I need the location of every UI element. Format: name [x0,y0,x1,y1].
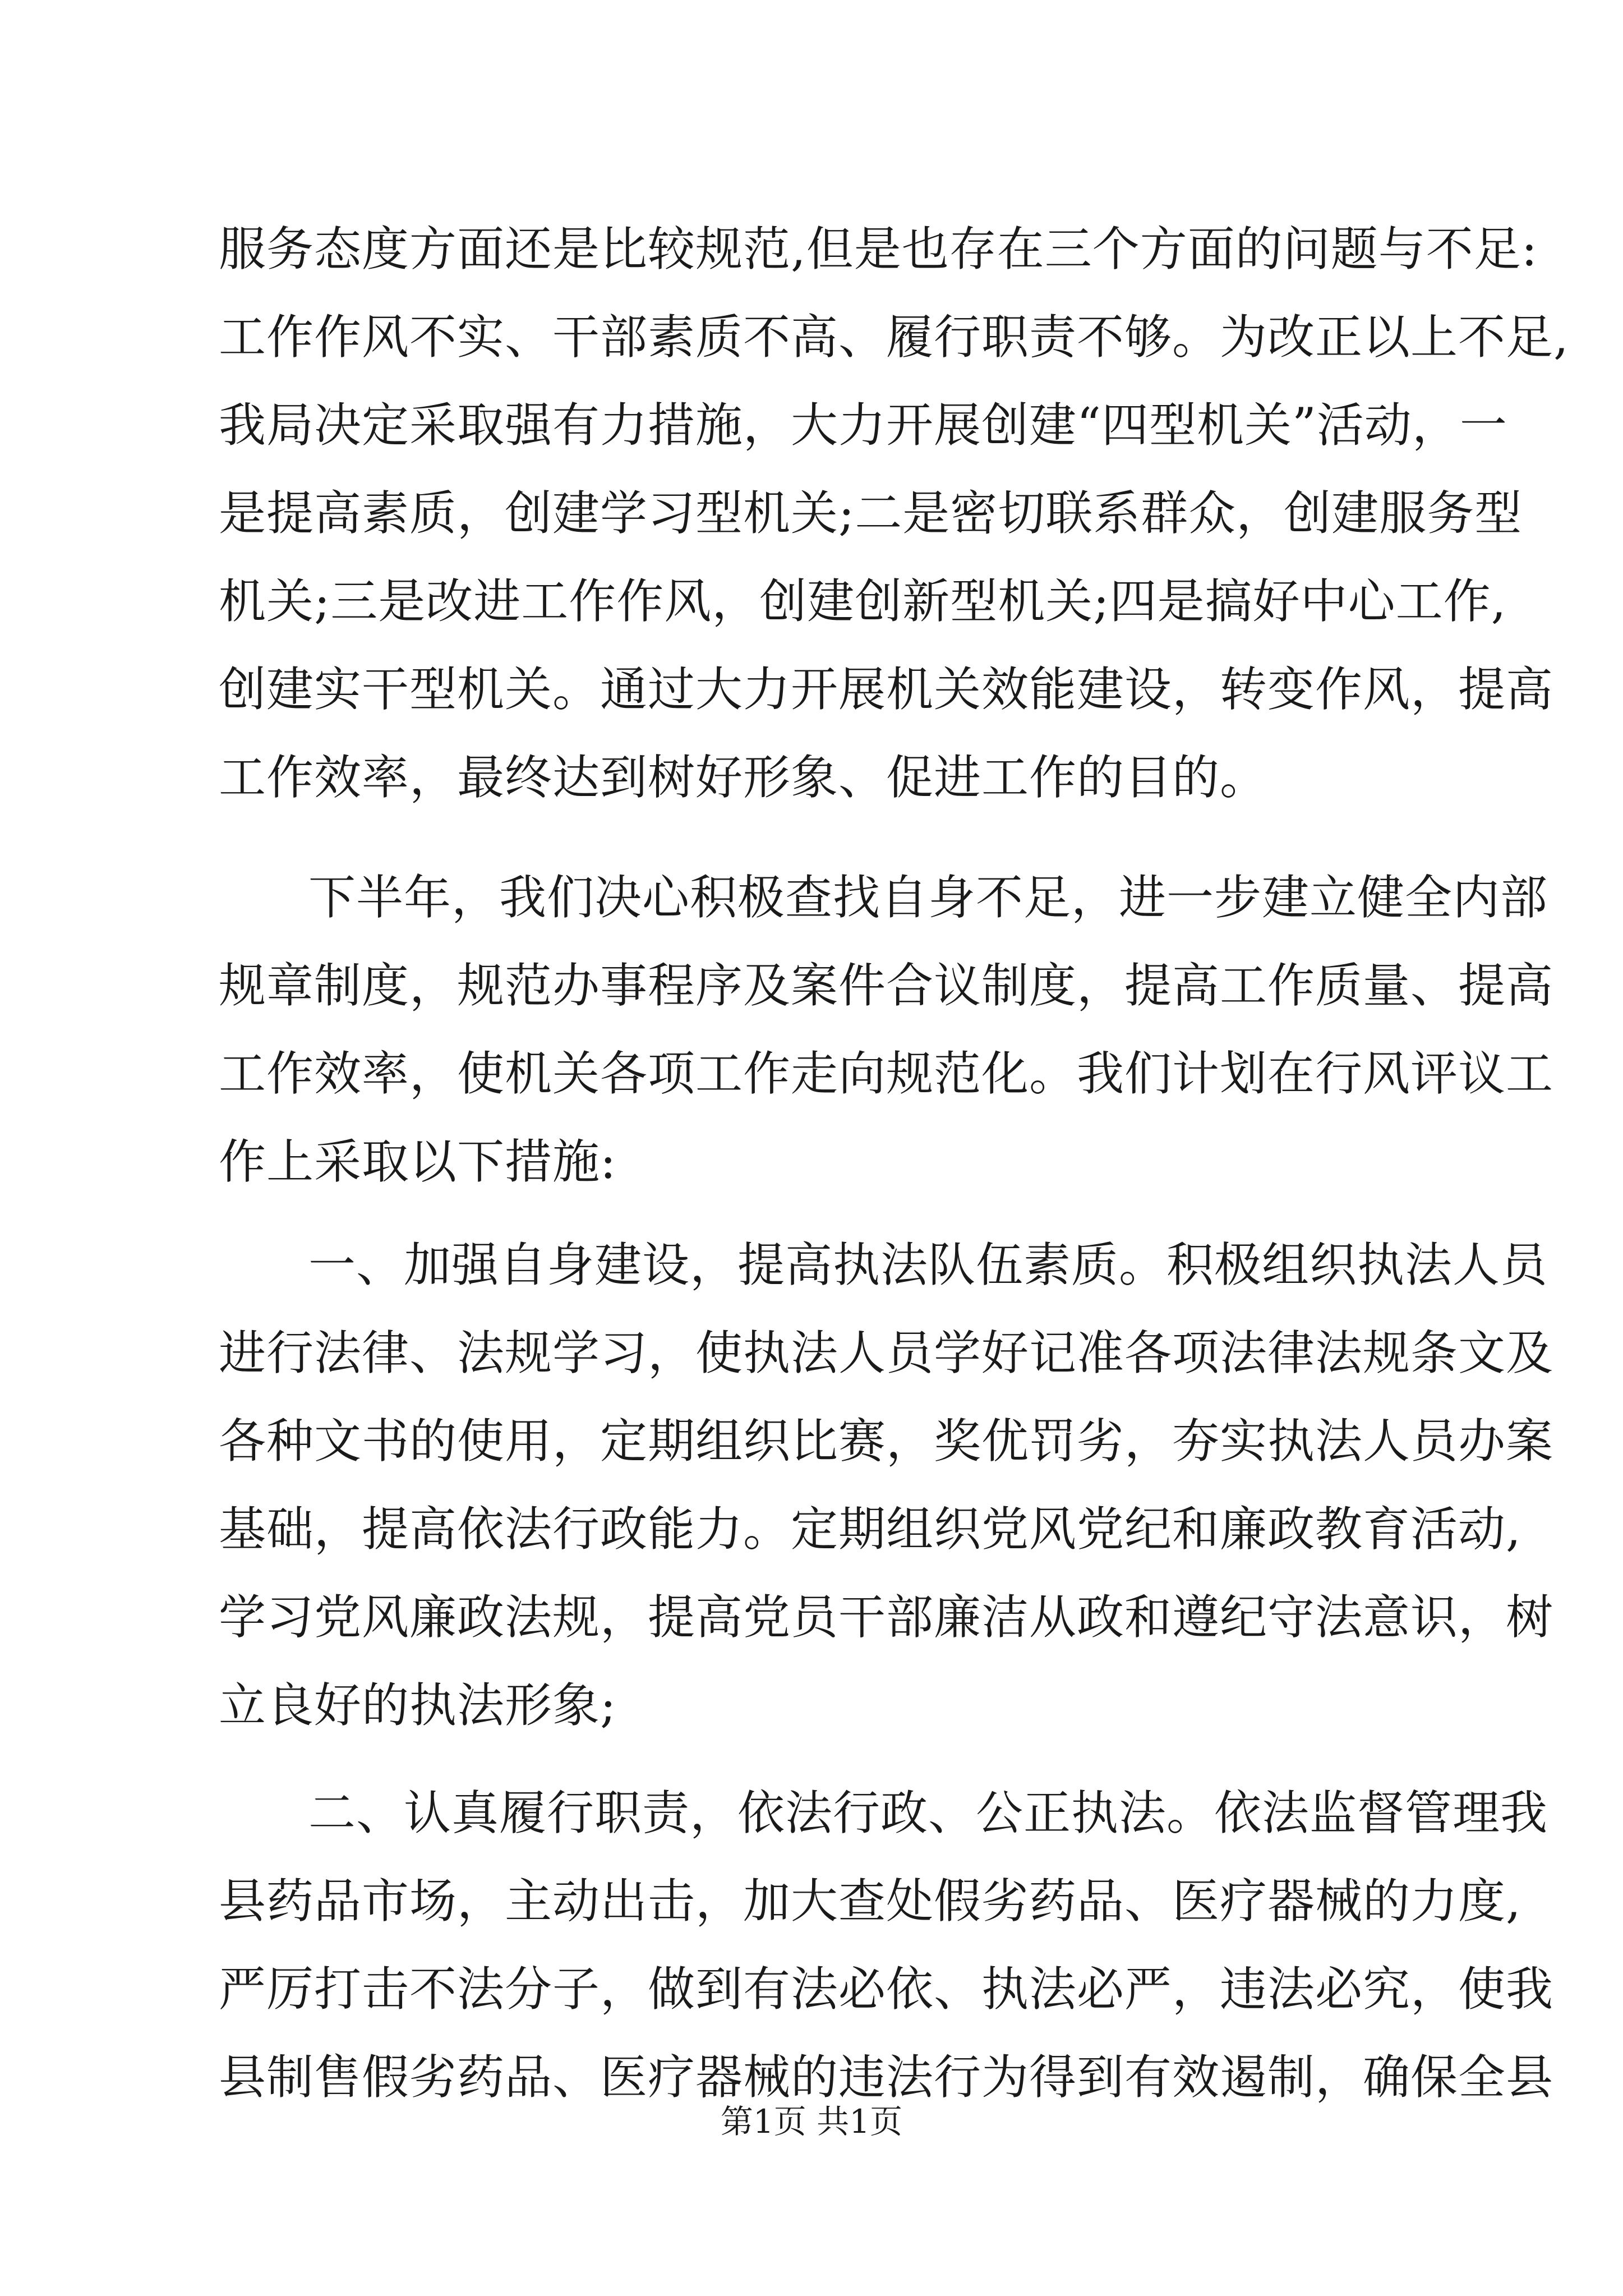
paragraph-3-line-6: 立良好的执法形象; [219,1678,617,1733]
paragraph-4-line-4: 县制售假劣药品、医疗器械的违法行为得到有效遏制，确保全县 [219,2050,1554,2105]
paragraph-3-line-5: 学习党风廉政法规，提高党员干部廉洁从政和遵纪守法意识，树 [219,1590,1554,1645]
paragraph-3-line-3: 各种文书的使用，定期组织比赛，奖优罚劣，夯实执法人员办案 [219,1414,1554,1469]
paragraph-3-line-1: 一、加强自身建设，提高执法队伍素质。积极组织执法人员 [308,1237,1548,1292]
paragraph-2-line-2: 规章制度，规范办事程序及案件合议制度，提高工作质量、提高 [219,958,1554,1013]
paragraph-4-line-3: 严厉打击不法分子，做到有法必依、执法必严，违法必究，使我 [219,1962,1554,2017]
paragraph-4-line-1: 二、认真履行职责，依法行政、公正执法。依法监督管理我 [308,1786,1548,1841]
paragraph-3-line-2: 进行法律、法规学习，使执法人员学好记准各项法律法规条文及 [219,1326,1554,1381]
paragraph-1-line-5: 机关;三是改进工作作风，创建创新型机关;四是搞好中心工作, [219,574,1507,629]
paragraph-4-line-2: 县药品市场，主动出击，加大查处假劣药品、医疗器械的力度, [219,1874,1521,1929]
paragraph-2-line-4: 作上采取以下措施: [219,1134,617,1189]
paragraph-1-line-2: 工作作风不实、干部素质不高、履行职责不够。为改正以上不足, [219,310,1569,365]
paragraph-1-line-3: 我局决定采取强有力措施，大力开展创建“四型机关”活动，一 [219,398,1507,453]
paragraph-1-line-1: 服务态度方面还是比较规范,但是也存在三个方面的问题与不足: [219,222,1538,277]
paragraph-1-line-7: 工作效率，最终达到树好形象、促进工作的目的。 [219,750,1268,805]
paragraph-3-line-4: 基础，提高依法行政能力。定期组织党风党纪和廉政教育活动, [219,1502,1521,1557]
page-footer: 第1页 共1页 [720,2102,903,2141]
paragraph-2-line-3: 工作效率，使机关各项工作走向规范化。我们计划在行风评议工 [219,1046,1554,1101]
paragraph-1-line-6: 创建实干型机关。通过大力开展机关效能建设，转变作风，提高 [219,662,1554,717]
paragraph-1-line-4: 是提高素质，创建学习型机关;二是密切联系群众，创建服务型 [219,486,1523,541]
paragraph-2-line-1: 下半年，我们决心积极查找自身不足，进一步建立健全内部 [308,870,1548,925]
